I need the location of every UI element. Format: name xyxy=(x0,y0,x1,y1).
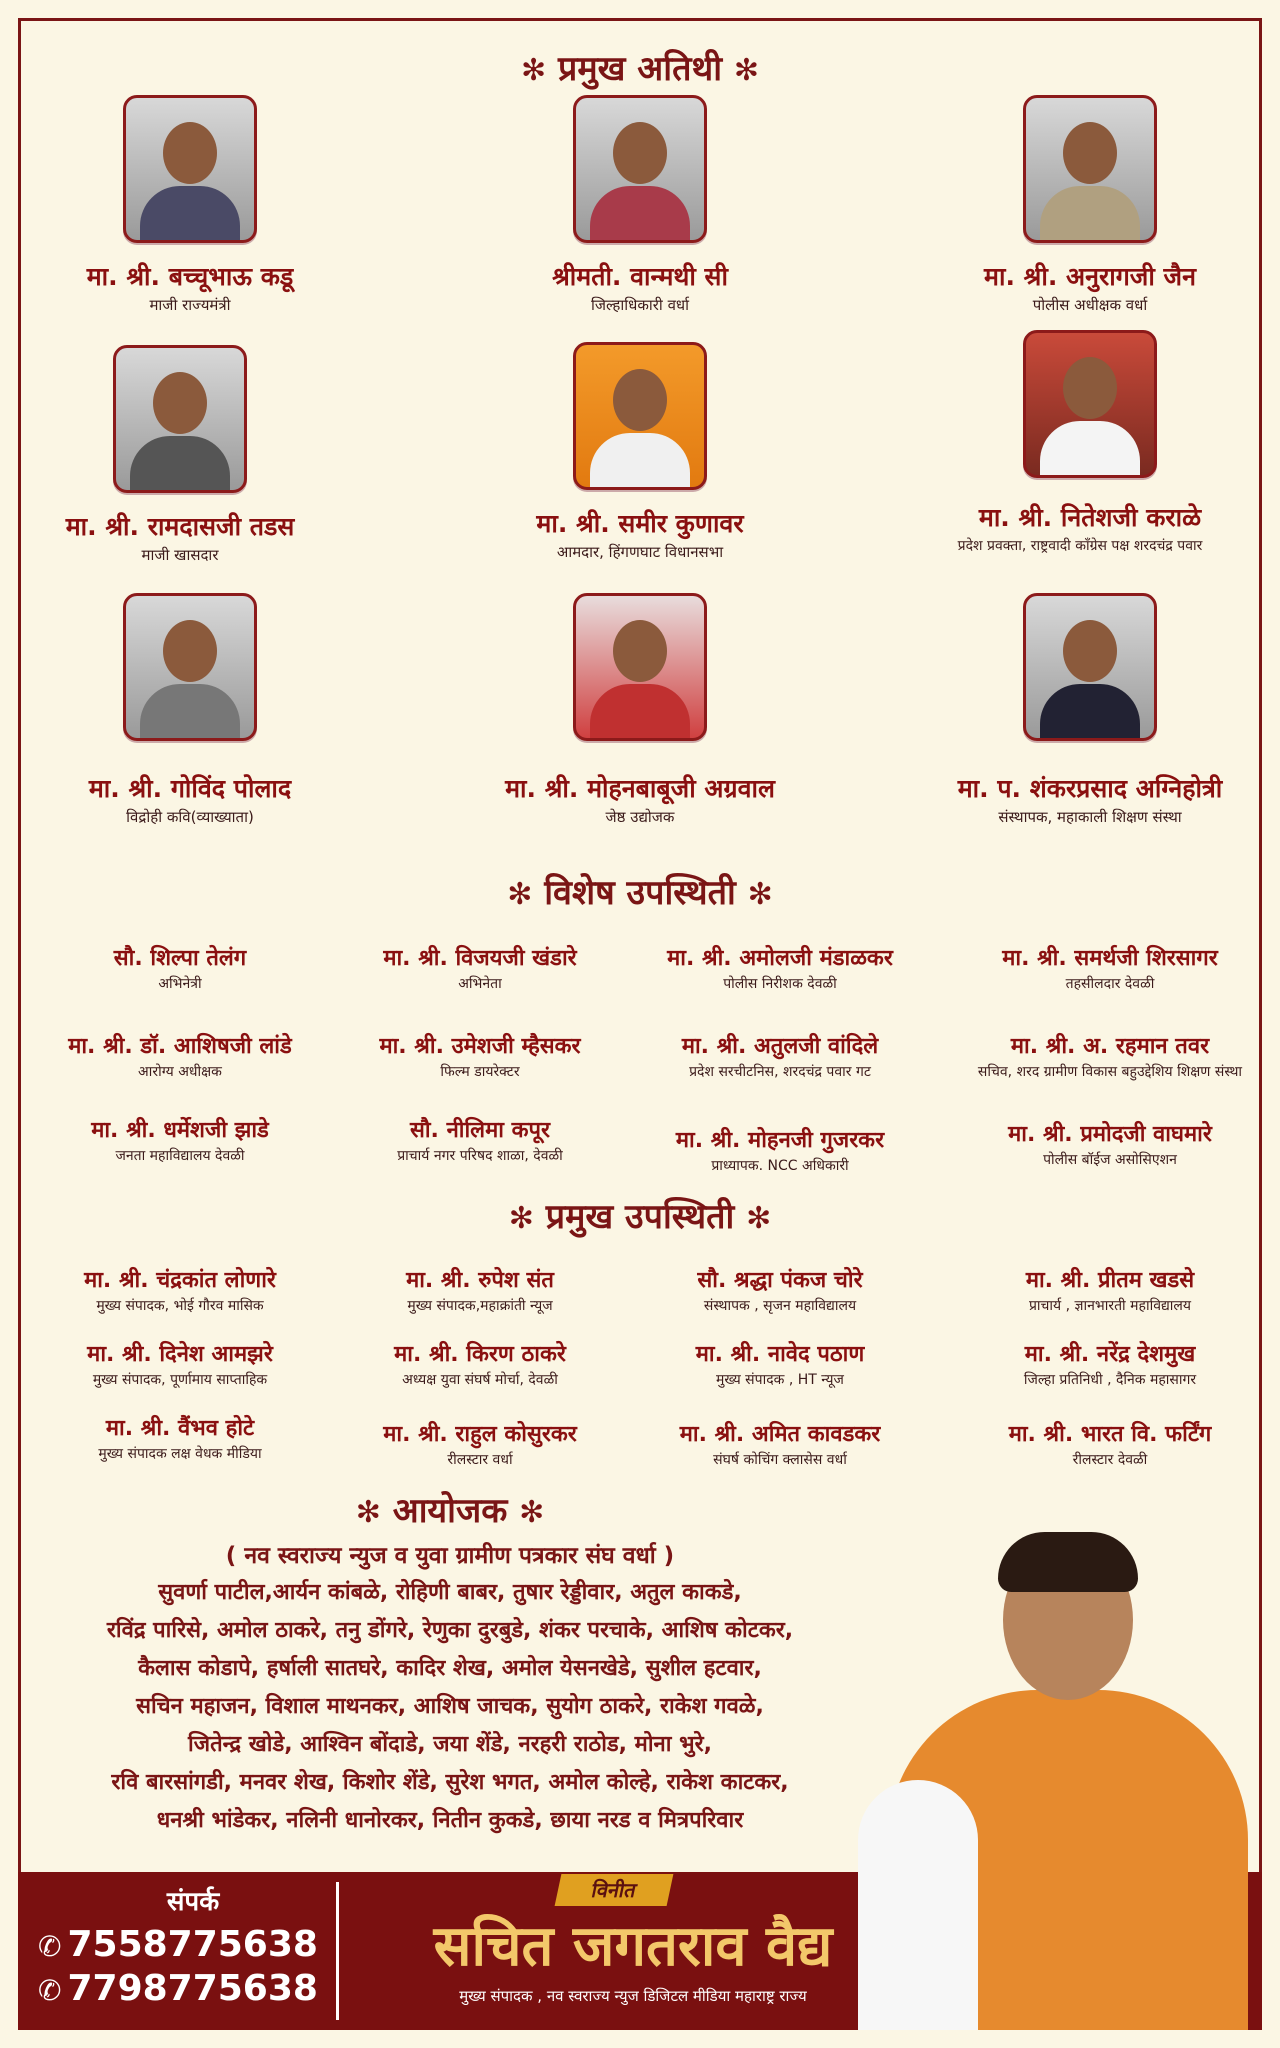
guest-desc: जिल्हाधिकारी वर्धा xyxy=(590,296,690,314)
footer-divider xyxy=(336,1882,339,2020)
section-title-ayojak: ✻ आयोजक ✻ xyxy=(355,1491,545,1531)
phone-icon: ✆ xyxy=(38,1930,62,1963)
asterisk-icon: ✻ xyxy=(733,53,759,88)
asterisk-icon: ✻ xyxy=(521,53,547,88)
organizer-line: जितेन्द्र खोडे, आश्विन बोंदाडे, जया शेंडे, नरहरी राठोड, मोना भुरे, xyxy=(188,1732,712,1757)
organizer-line: धनश्री भांडेकर, नलिनी धानोरकर, नितीन कुकडे, छाया नरड व मित्रपरिवार xyxy=(156,1808,744,1833)
guest-desc: पोलीस अधीक्षक वर्धा xyxy=(1032,296,1148,314)
guest-desc: संस्थापक, महाकाली शिक्षण संस्था xyxy=(998,808,1182,826)
organizer-line: सचिन महाजन, विशाल माथनकर, आशिष जाचक, सुयोग ठाकरे, राकेश गवळे, xyxy=(136,1694,764,1719)
guest-desc: माजी राज्यमंत्री xyxy=(149,296,231,314)
organizer-line: सुवर्णा पाटील,आर्यन कांबळे, रोहिणी बाबर, तुषार रेड्डीवार, अतुल काकडे, xyxy=(158,1580,742,1605)
attendee-item: मा. श्री. मोहनजी गुजरकर प्राध्यापक. NCC अधिकारी xyxy=(675,1128,885,1174)
attendee-item: सौ. शिल्पा तेलंग अभिनेत्री xyxy=(113,946,247,992)
guest-card xyxy=(0,593,390,827)
asterisk-icon: ✻ xyxy=(508,1201,534,1236)
asterisk-icon: ✻ xyxy=(746,1201,772,1236)
attendee-item: मा. श्री. वैंभव होटे मुख्य संपादक लक्ष वेधक मीडिया xyxy=(98,1416,262,1462)
attendee-item: मा. श्री. चंद्रकांत लोणारे मुख्य संपादक, भोई गौरव मासिक xyxy=(84,1268,276,1314)
guest-card xyxy=(890,593,1280,827)
guest-card xyxy=(440,342,840,562)
attendee-item: मा. श्री. समर्थजी शिरसागर तहसीलदार देवळी xyxy=(1002,946,1218,992)
guest-desc: जेष्ठ उद्योजक xyxy=(605,808,675,826)
guest-card xyxy=(440,95,840,315)
attendee-item: मा. श्री. अमोलजी मंडाळकर पोलीस निरीशक देवळी xyxy=(667,946,893,992)
organizer-line: कैलास कोडापे, हर्षाली सातघरे, कादिर शेख, अमोल येसनखेडे, सुशील हटवार, xyxy=(138,1656,762,1681)
asterisk-icon: ✻ xyxy=(747,877,773,912)
guest-card xyxy=(0,345,380,565)
attendee-item: मा. श्री. अ. रहमान तवर सचिव, शरद ग्रामीण विकास बहुउद्देशिय शिक्षण संस्था xyxy=(977,1034,1243,1080)
section-title-pramukh-upasthiti: ✻ प्रमुख उपस्थिती ✻ xyxy=(508,1197,772,1237)
guest-photo xyxy=(1023,95,1157,243)
guest-card xyxy=(890,330,1280,555)
organizer-line: रवि बारसांगडी, मनवर शेख, किशोर शेंडे, सुरेश भगत, अमोल कोल्हे, राकेश काटकर, xyxy=(111,1770,789,1795)
host-designation: मुख्य संपादक , नव स्वराज्य न्युज डिजिटल मीडिया महाराष्ट्र राज्य xyxy=(459,1987,807,2005)
guest-photo xyxy=(113,345,247,493)
attendee-item: मा. श्री. उमेशजी म्हैसकर फिल्म डायरेक्टर xyxy=(379,1034,581,1080)
guest-card xyxy=(440,593,840,827)
guest-photo xyxy=(573,95,707,243)
attendee-item: मा. श्री. धर्मेशजी झाडे जनता महाविद्यालय देवळी xyxy=(91,1118,269,1164)
asterisk-icon: ✻ xyxy=(507,877,533,912)
phone-number[interactable]: ✆ 7798775638 xyxy=(38,1968,318,2009)
asterisk-icon: ✻ xyxy=(355,1495,381,1530)
guest-photo xyxy=(1023,593,1157,741)
guest-photo xyxy=(573,342,707,490)
guest-name: मा. श्री. बच्चूभाऊ कडू xyxy=(86,262,294,291)
guest-photo xyxy=(573,593,707,741)
guest-name: मा. श्री. नितेशजी कराळे xyxy=(978,503,1202,532)
guest-name: मा. श्री. समीर कुणावर xyxy=(536,509,744,538)
attendee-item: मा. श्री. प्रीतम खडसे प्राचार्य , ज्ञानभारती महाविद्यालय xyxy=(1025,1268,1195,1314)
guest-desc: माजी खासदार xyxy=(141,546,219,564)
asterisk-icon: ✻ xyxy=(519,1495,545,1530)
attendee-item: सौ. श्रद्धा पंकज चोरे संस्थापक , सृजन महाविद्यालय xyxy=(697,1268,863,1314)
attendee-item: मा. श्री. राहुल कोसुरकर रीलस्टार वर्धा xyxy=(383,1422,577,1468)
section-title-pramukh-atithi: ✻ प्रमुख अतिथी ✻ xyxy=(521,49,759,89)
guest-photo xyxy=(123,95,257,243)
phone-number[interactable]: ✆ 7558775638 xyxy=(38,1924,318,1965)
guest-desc: विद्रोही कवि(व्याख्याता) xyxy=(126,808,254,826)
organizer-line: रविंद्र पारिसे, अमोल ठाकरे, तनु डोंगरे, रेणुका दुरबुडे, शंकर परचाके, आशिष कोटकर, xyxy=(106,1618,794,1643)
guest-photo xyxy=(1023,330,1157,478)
guest-desc: आमदार, हिंगणघाट विधानसभा xyxy=(556,543,724,561)
attendee-item: मा. श्री. अमित कावडकर संघर्ष कोचिंग क्लासेस वर्धा xyxy=(679,1422,881,1468)
host-portrait xyxy=(858,1520,1258,2030)
host-name: सचित जगतराव वैद्य xyxy=(433,1914,833,1979)
guest-name: मा. प. शंकरप्रसाद अग्निहोत्री xyxy=(957,774,1223,803)
section-title-vishesh: ✻ विशेष उपस्थिती ✻ xyxy=(507,873,773,913)
guest-card xyxy=(0,95,390,315)
attendee-item: मा. श्री. दिनेश आमझरे मुख्य संपादक, पूर्णामाय साप्ताहिक xyxy=(87,1342,273,1388)
attendee-item: मा. श्री. प्रमोदजी वाघमारे पोलीस बॉईज असोसिएशन xyxy=(1008,1122,1212,1168)
phone-icon: ✆ xyxy=(38,1974,62,2007)
attendee-item: मा. श्री. किरण ठाकरे अध्यक्ष युवा संघर्ष मोर्चा, देवळी xyxy=(394,1342,566,1388)
attendee-item: मा. श्री. रुपेश संत मुख्य संपादक,महाक्रांती न्यूज xyxy=(406,1268,554,1314)
organizer-subtitle: ( नव स्वराज्य न्युज व युवा ग्रामीण पत्रकार संघ वर्धा ) xyxy=(225,1543,675,1569)
attendee-item: सौ. नीलिमा कपूर प्राचार्य नगर परिषद शाळा, देवळी xyxy=(397,1118,563,1164)
attendee-item: मा. श्री. भारत वि. फर्टिंग रीलस्टार देवळी xyxy=(1008,1422,1212,1468)
attendee-item: मा. श्री. अतुलजी वांदिले प्रदेश सरचीटनिस, शरदचंद्र पवार गट xyxy=(681,1034,879,1080)
organizer-list xyxy=(20,1574,880,1840)
guest-name: मा. श्री. गोविंद पोलाद xyxy=(88,774,292,803)
attendee-item: मा. श्री. नरेंद्र देशमुख जिल्हा प्रतिनिधी , दैनिक महासागर xyxy=(1023,1342,1197,1388)
guest-name: श्रीमती. वान्मथी सी xyxy=(552,262,728,291)
guest-card xyxy=(890,95,1280,315)
guest-name: मा. श्री. अनुरागजी जैन xyxy=(984,262,1196,291)
guest-photo xyxy=(123,593,257,741)
attendee-item: मा. श्री. विजयजी खंडारे अभिनेता xyxy=(383,946,577,992)
contact-label: संपर्क xyxy=(166,1887,220,1917)
attendee-item: मा. श्री. डॉ. आशिषजी लांडे आरोग्य अधीक्षक xyxy=(68,1034,292,1080)
vinit-badge: विनीत xyxy=(555,1874,674,1906)
guest-name: मा. श्री. मोहनबाबूजी अग्रवाल xyxy=(505,774,775,803)
guest-desc: प्रदेश प्रवक्ता, राष्ट्रवादी काँग्रेस पक्ष शरदचंद्र पवार xyxy=(957,538,1203,554)
guest-name: मा. श्री. रामदासजी तडस xyxy=(65,512,295,541)
attendee-item: मा. श्री. नावेद पठाण मुख्य संपादक , HT न्यूज xyxy=(695,1342,865,1388)
